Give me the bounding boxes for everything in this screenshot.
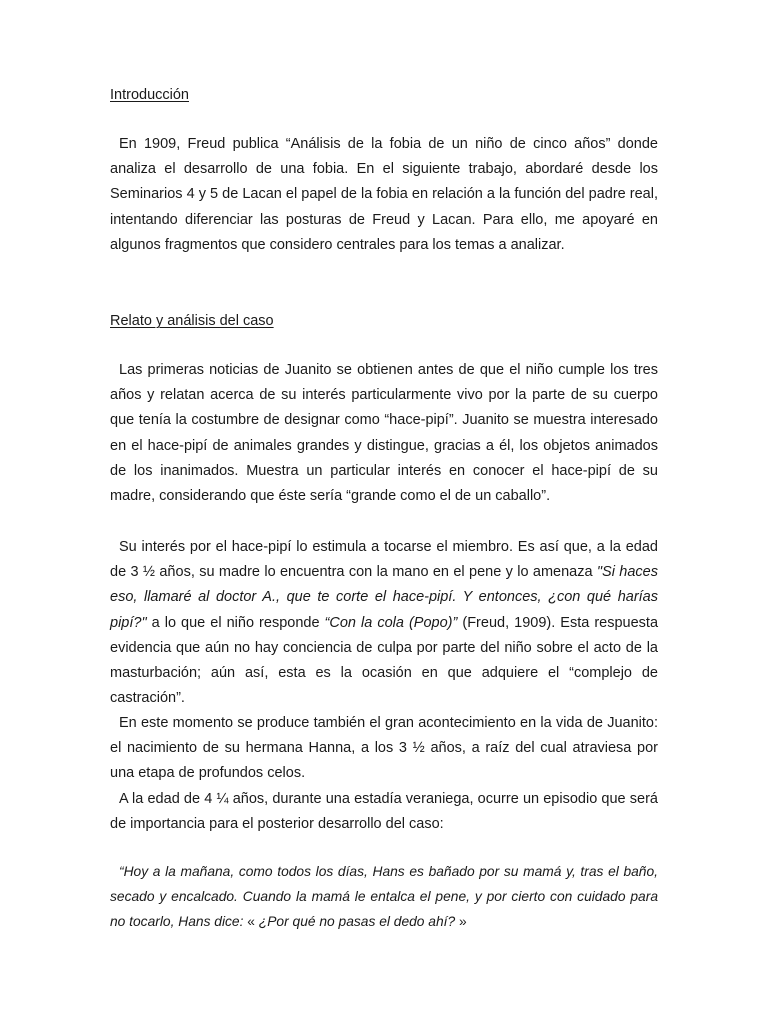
quote-text-a: “Hoy a la mañana, como todos los días, Hans es bañado por su mamá y, tras el baño, secado y encalcado. Cuando la mamá le entalca el pene, y por cierto con cuidado para no tocarlo, Hans dice: bbox=[110, 864, 658, 929]
quote-close-mark: » bbox=[455, 914, 467, 929]
relato-paragraph-2 bbox=[110, 535, 658, 711]
section-heading-relato: Relato y análisis del caso bbox=[110, 313, 274, 329]
relato-paragraph-3: En este momento se produce también el gran acontecimiento en la vida de Juanito: el nacimiento de su hermana Hanna, a los 3 ½ años, a raíz del cual atraviesa por una etapa de profundos celos. bbox=[110, 715, 658, 782]
relato-paragraph-1: Las primeras noticias de Juanito se obtienen antes de que el niño cumple los tres años y relatan acerca de su interés particularmente vivo por la parte de su cuerpo que tenía la costumbre de designar como “hace-pipí”. Juanito se muestra interesado en el hace-pipí de animales grandes y distingue, gracias a él, los objetos animados de los inanimados. Muestra un particular interés en conocer el hace-pipí de su madre, considerando que éste sería “grande como el de un caballo”. bbox=[110, 362, 658, 505]
relato-p2-quote-answer: “Con la cola (Popo)” bbox=[324, 614, 458, 631]
quote-open-mark: « bbox=[247, 914, 259, 929]
relato-p2-text-a: Su interés por el hace-pipí lo estimula a tocarse el miembro. Es así que, a la edad de 3 ½ años, su madre lo encuentra con la mano en el pene y lo amenaza bbox=[110, 539, 658, 581]
relato-p2-quote-threat: "Si haces eso, llamaré al doctor A., que te corte el hace-pipí. Y entonces, ¿con qué harías pipí?" bbox=[110, 564, 659, 631]
block-quote bbox=[110, 859, 658, 934]
relato-p2-text-c: (Freud, 1909). Esta respuesta evidencia que aún no hay conciencia de culpa por parte del niño sobre el acto de la masturbación; aún así, esta es la ocasión en que adquiere el “complejo de castración”. bbox=[110, 614, 659, 707]
relato-paragraph-4: A la edad de 4 ¼ años, durante una estadía veraniega, ocurre un episodio que será de importancia para el posterior desarrollo del caso: bbox=[110, 791, 658, 833]
relato-p2-text-b: a lo que el niño responde bbox=[146, 614, 325, 631]
quote-text-b: ¿Por qué no pasas el dedo ahí? bbox=[258, 914, 456, 929]
section-heading-introduccion: Introducción bbox=[110, 87, 189, 103]
intro-paragraph: En 1909, Freud publica “Análisis de la fobia de un niño de cinco años” donde analiza el desarrollo de una fobia. En el siguiente trabajo, abordaré desde los Seminarios 4 y 5 de Lacan el papel de la fobia en relación a la función del padre real, intentando diferenciar las posturas de Freud y Lacan. Para ello, me apoyaré en algunos fragmentos que considero centrales para los temas a analizar. bbox=[110, 136, 658, 253]
